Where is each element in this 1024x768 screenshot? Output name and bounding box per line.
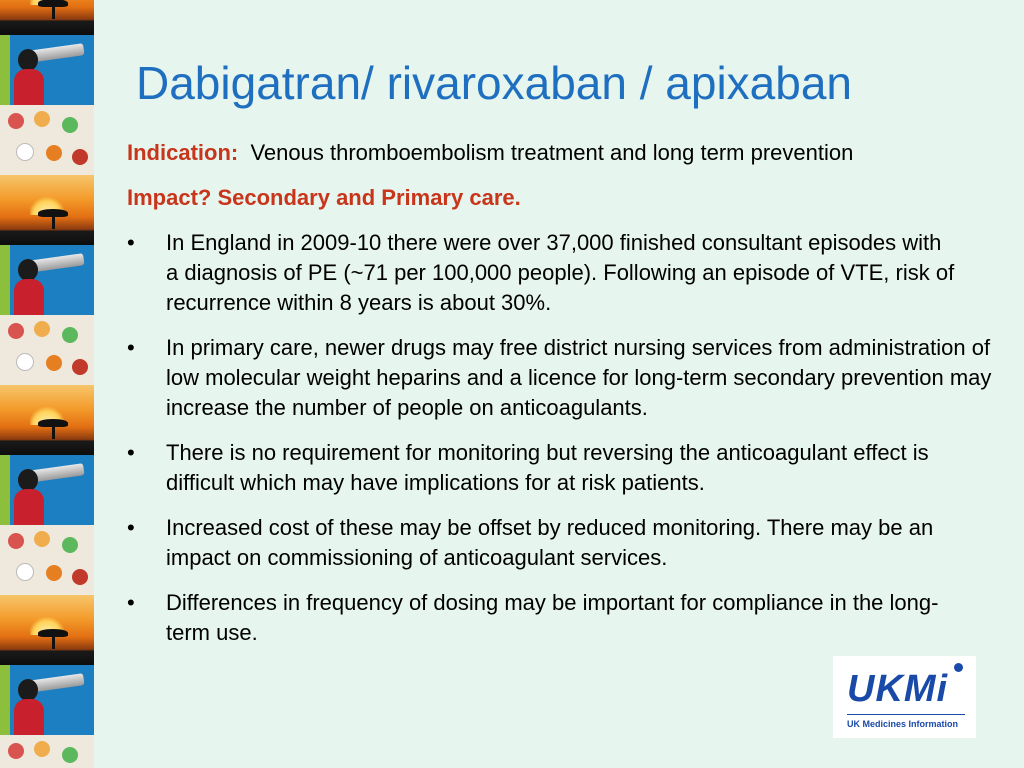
bullet-marker: • (127, 335, 135, 360)
pills-image (0, 735, 94, 768)
bullet-marker: • (127, 590, 135, 615)
logo-divider (847, 714, 965, 715)
bullet-marker: • (127, 440, 135, 465)
bullet-text: Increased cost of these may be offset by reduced monitoring. There may be an impact on commissioning of anticoagulant services. (166, 515, 934, 570)
ukmi-logo (833, 656, 976, 738)
list-item (127, 333, 1006, 423)
slide-title: Dabigatran/ rivaroxaban / apixaban (136, 57, 853, 109)
bullet-marker: • (127, 230, 135, 255)
bullet-list (127, 228, 992, 648)
sunset-image (0, 385, 94, 455)
bullet-marker: • (127, 515, 135, 540)
bullet-text: There is no requirement for monitoring but reversing the anticoagulant effect is difficult which may have implications for at risk patients. (166, 440, 929, 495)
indication-line (127, 138, 977, 168)
sunset-image (0, 175, 94, 245)
telescope-girl-image (0, 665, 94, 735)
slide-body (127, 138, 992, 663)
list-item (127, 438, 966, 498)
list-item (127, 513, 946, 573)
logo-dot-icon (954, 663, 963, 672)
bullet-text: Differences in frequency of dosing may be important for compliance in the long-term use. (166, 590, 939, 645)
sunset-image (0, 0, 94, 35)
impact-heading: Impact? Secondary and Primary care. (127, 185, 521, 210)
pills-image (0, 105, 94, 175)
sunset-image (0, 595, 94, 665)
bullet-text: In England in 2009-10 there were over 37,000 finished consultant episodes with a diagnosis of PE (~71 per 100,000 people). Following an episode of VTE, risk of recurrence within 8 years is about 30%. (166, 230, 955, 315)
telescope-girl-image (0, 35, 94, 105)
logo-subtitle: UK Medicines Information (847, 719, 959, 729)
decorative-image-strip (0, 0, 94, 768)
list-item (127, 228, 956, 318)
indication-text: Venous thromboembolism treatment and long term prevention (250, 140, 854, 165)
telescope-girl-image (0, 455, 94, 525)
bullet-text: In primary care, newer drugs may free district nursing services from administration of low molecular weight heparins and a licence for long-term secondary prevention may increase the number of people on anticoagulants. (166, 335, 992, 420)
telescope-girl-image (0, 245, 94, 315)
pills-image (0, 525, 94, 595)
pills-image (0, 315, 94, 385)
indication-label: Indication: (127, 140, 239, 165)
list-item (127, 588, 966, 648)
logo-mark: UKMi (847, 668, 949, 710)
